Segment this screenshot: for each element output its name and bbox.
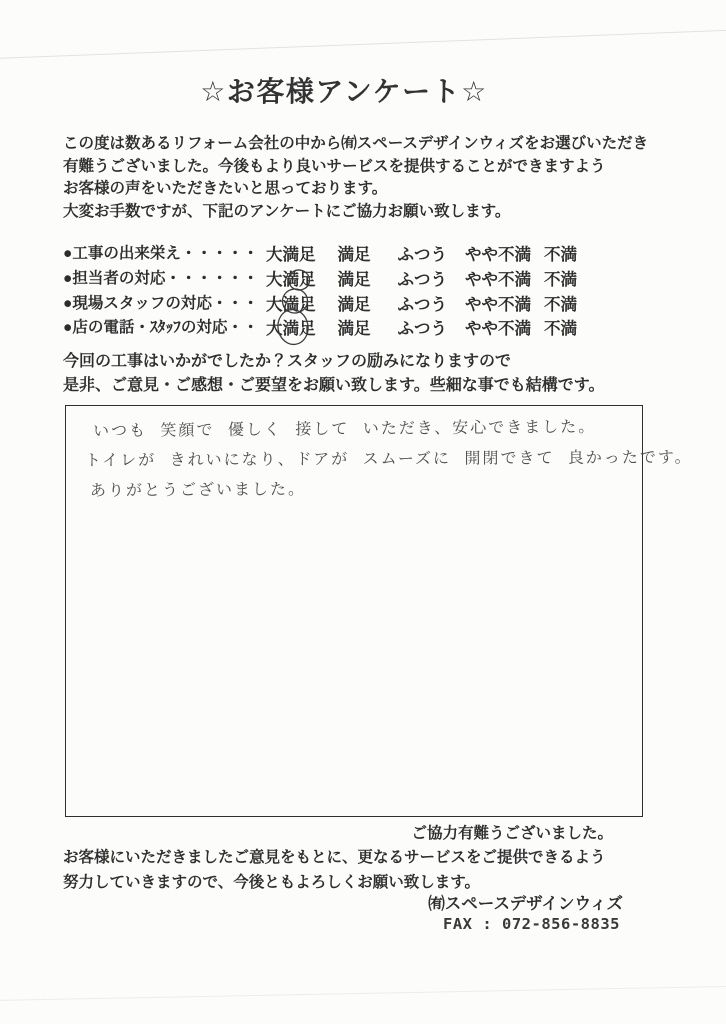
intro-line: この度は数あるリフォーム会社の中から㈲スペースデザインウィズをお選びいただき [63, 135, 649, 152]
survey-row-phone-shop-staff [0, 315, 726, 340]
rating-option: やや不満 [465, 246, 531, 264]
question-line: 今回の工事はいかがでしたか？スタッフの励みになりますので [63, 353, 512, 370]
rating-option: ふつう [397, 296, 447, 314]
handwritten-comment-line: トイレが きれいになり、ドアが スムーズに 開閉できて 良かったです。 [84, 449, 693, 470]
rating-option: ふつう [397, 246, 447, 264]
survey-row-staff-response [0, 266, 726, 291]
survey-item-label: ●担当者の対応・・・・・・ [63, 270, 259, 287]
handwritten-comment-line: いつも 笑顔で 優しく 接して いただき、安心できました。 [92, 418, 597, 441]
rating-option: 満足 [337, 271, 371, 289]
rating-option: 満足 [337, 320, 371, 338]
survey-row-site-staff [0, 291, 726, 316]
rating-option: やや不満 [465, 271, 531, 289]
fax-number: FAX : 072-856-8835 [443, 915, 620, 933]
intro-line: 有難うございました。今後もより良いサービスを提供することができますよう [63, 157, 606, 175]
handwritten-comment-line: ありがとうございました。 [89, 481, 307, 500]
rating-option: 大満足 [266, 320, 316, 338]
rating-option: 不満 [544, 320, 577, 338]
rating-options [266, 241, 577, 265]
rating-option: ふつう [397, 271, 447, 289]
rating-options [266, 291, 577, 315]
rating-option: 大満足 [266, 271, 316, 289]
survey-row-workmanship [0, 241, 726, 266]
thanks-line: ご協力有難うございました。 [411, 825, 613, 842]
rating-option: 満足 [337, 296, 371, 314]
closing-line: 努力していきますので、今後ともよろしくお願い致します。 [63, 873, 480, 891]
intro-line: 大変お手数ですが、下記のアンケートにご協力お願い致します。 [63, 202, 511, 220]
rating-option: 大満足 [266, 296, 316, 314]
closing-line: お客様にいただきましたご意見をもとに、更なるサービスをご提供できるよう [63, 849, 606, 866]
scan-artifact-line [0, 986, 726, 1001]
page-title: ☆お客様アンケート☆ [200, 76, 488, 107]
rating-option: ふつう [397, 320, 447, 338]
rating-options [266, 315, 577, 339]
question-line: 是非、ご意見・ご感想・ご要望をお願い致します。些細な事でも結構です。 [63, 377, 605, 394]
rating-option: 大満足 [266, 246, 316, 264]
intro-line: お客様の声をいただきたいと思っております。 [63, 180, 388, 197]
intro-paragraph [63, 133, 683, 223]
company-name: ㈲スペースデザインウィズ [428, 895, 623, 913]
rating-option: やや不満 [465, 296, 531, 314]
rating-option: 満足 [337, 246, 371, 264]
survey-item-label: ●現場スタッフの対応・・・ [63, 295, 259, 312]
rating-options [266, 266, 577, 290]
rating-option: 不満 [544, 271, 577, 289]
rating-option: 不満 [544, 246, 577, 264]
comment-request-paragraph [63, 350, 683, 398]
survey-item-label: ●工事の出来栄え・・・・・ [63, 245, 259, 262]
rating-option: やや不満 [465, 320, 531, 338]
closing-paragraph [63, 846, 683, 895]
survey-item-label: ●店の電話・ｽﾀｯﾌの対応・・ [63, 319, 259, 336]
rating-option: 不満 [544, 296, 577, 314]
scan-artifact-line [0, 29, 726, 59]
